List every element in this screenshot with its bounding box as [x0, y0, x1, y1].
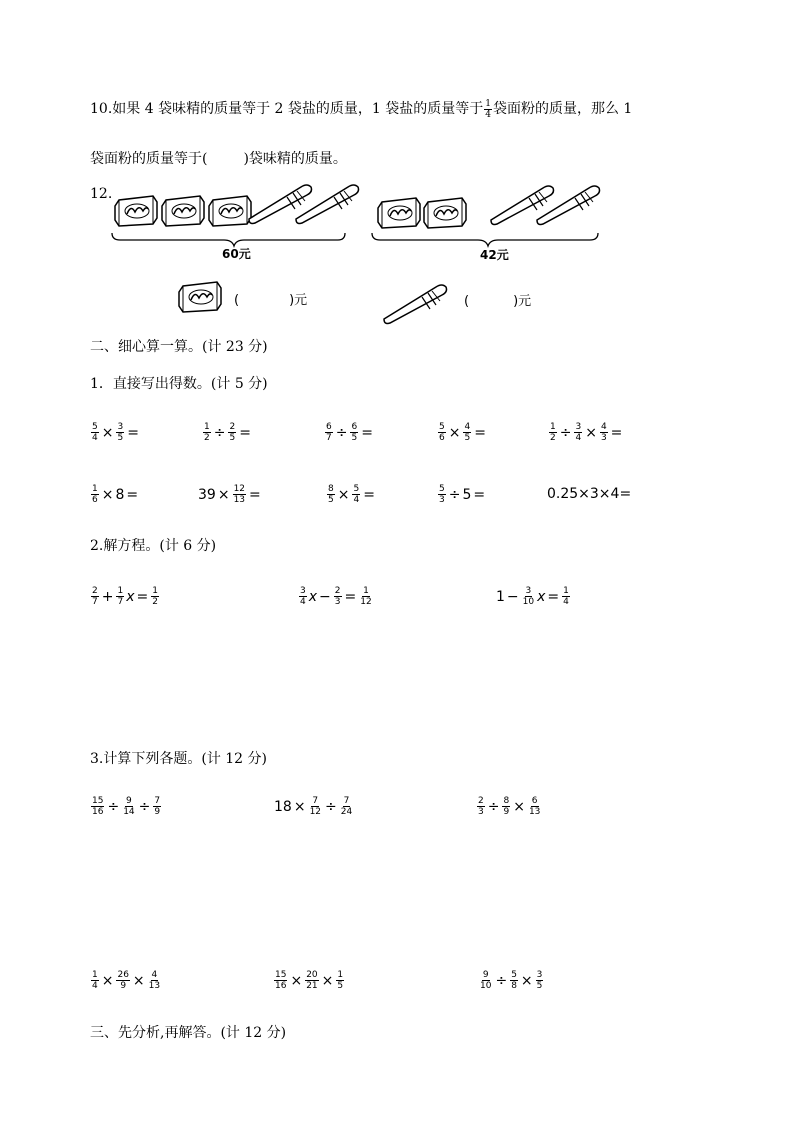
msg-box-icon	[115, 196, 157, 226]
calc3-b: 18 × $\frac{7}{12}$ ÷ $\frac{7}{24}$	[274, 796, 353, 817]
msg-box-icon	[209, 196, 251, 226]
calc-2-3: $\frac{8}{5}$ × $\frac{5}{4}$ =	[328, 484, 375, 505]
calc-1-4: $\frac{5}{6}$ × $\frac{4}{5}$ =	[439, 422, 486, 443]
right-price-label: 42元	[480, 248, 509, 262]
equation-a: $\frac{2}{7}$ + $\frac{1}{7}$ x = $\frac{1}{2}$	[92, 586, 158, 607]
section3-title: 三、先分析,再解答。(计 12 分)	[90, 1025, 287, 1041]
calc-2-5: 0.25×3×4=	[547, 486, 632, 502]
equation-c: 1 − $\frac{3}{10}$ x = $\frac{1}{4}$	[496, 586, 569, 607]
calc-1-5: $\frac{1}{2}$ ÷ $\frac{3}{4}$ × $\frac{4}{3}$ =	[550, 422, 623, 443]
msg-box-icon	[378, 198, 420, 228]
q10-fraction: $\frac{1}{4}$	[485, 98, 491, 120]
q12-figure	[0, 0, 794, 330]
right-brace	[372, 233, 598, 246]
q10-text-part3: 袋面粉的质量等于(	[90, 151, 208, 167]
calc3-d: $\frac{1}{4}$ × $\frac{26}{9}$ × $\frac{4}{13}$	[92, 970, 161, 991]
calc-2-4: $\frac{5}{3}$ ÷ 5 =	[439, 484, 486, 505]
calc3-c: $\frac{2}{3}$ ÷ $\frac{8}{9}$ × $\frac{6}{13}$	[478, 796, 541, 817]
box-price-answer: ( )元	[234, 293, 308, 308]
section2-title: 二、细心算一算。(计 23 分)	[90, 339, 268, 355]
calc-2-2: 39 × $\frac{12}{13}$ =	[198, 484, 261, 505]
q10-text-part2: 袋面粉的质量，那么 1	[492, 101, 633, 117]
msg-box-icon	[424, 198, 466, 228]
pen-icon	[384, 285, 447, 324]
calc3-a: $\frac{15}{16}$ ÷ $\frac{9}{14}$ ÷ $\frac{7}{9}$	[92, 796, 161, 817]
equation-b: $\frac{3}{4}$ x − $\frac{2}{3}$ = $\frac{1}{12}$	[300, 586, 372, 607]
calc3-f: $\frac{9}{10}$ ÷ $\frac{5}{8}$ × $\frac{3}{5}$	[480, 970, 543, 991]
calc3-e: $\frac{15}{16}$ × $\frac{20}{21}$ × $\frac{1}{5}$	[275, 970, 344, 991]
q1-title: 1．直接写出得数。(计 5 分)	[90, 376, 268, 392]
q3-title: 3.计算下列各题。(计 12 分)	[90, 751, 267, 767]
calc-1-1: $\frac{5}{4}$ × $\frac{3}{5}$ =	[92, 422, 139, 443]
q10-text-part4: )袋味精的质量。	[243, 151, 347, 167]
msg-box-icon	[162, 196, 204, 226]
calc-2-1: $\frac{1}{6}$ × 8 =	[92, 484, 139, 505]
calc-1-3: $\frac{6}{7}$ ÷ $\frac{6}{5}$ =	[326, 422, 373, 443]
q12-number: 12.	[90, 186, 113, 202]
left-price-label: 60元	[222, 247, 251, 261]
msg-box-icon	[179, 282, 221, 312]
q10-text-part1: 10.如果 4 袋味精的质量等于 2 袋盐的质量，1 袋盐的质量等于	[90, 101, 484, 117]
pen-price-answer: ( )元	[464, 294, 532, 309]
calc-1-2: $\frac{1}{2}$ ÷ $\frac{2}{5}$ =	[204, 422, 251, 443]
q2-title: 2.解方程。(计 6 分)	[90, 538, 217, 554]
